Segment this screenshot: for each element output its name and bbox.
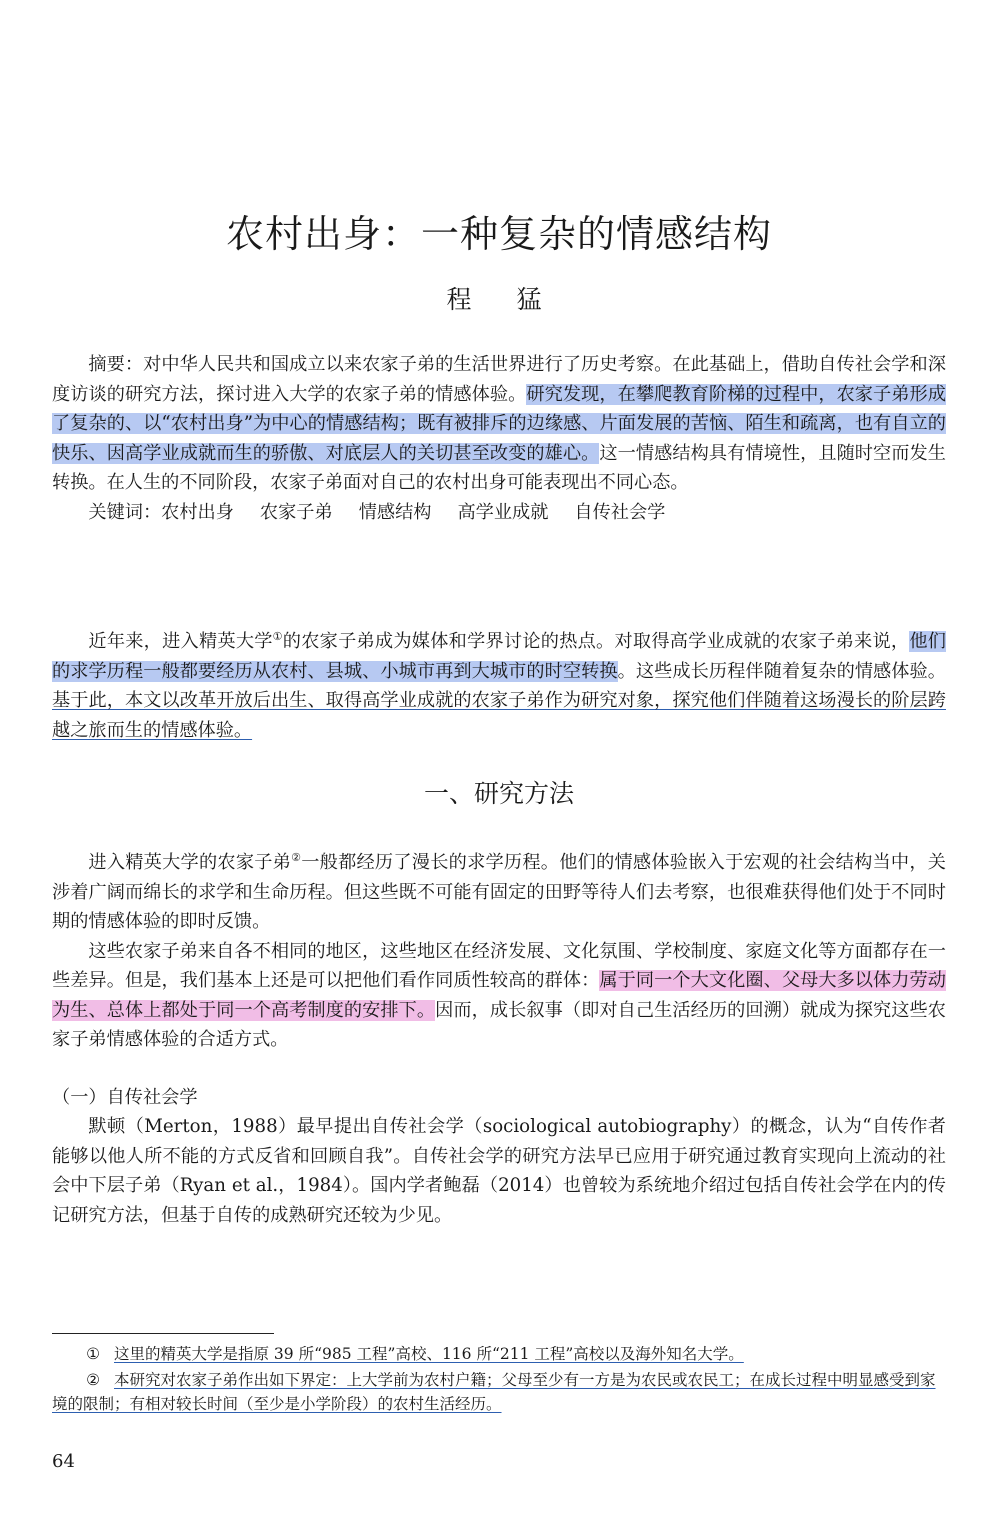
intro-underline: 基于此，本文以改革开放后出生、取得高学业成就的农家子弟作为研究对象，探究他们伴随着这场漫长的阶层跨越之旅而生的情感体验。 xyxy=(52,690,946,741)
intro-text-1: 近年来，进入精英大学 xyxy=(88,631,273,653)
intro-block xyxy=(52,622,946,745)
footnote-divider xyxy=(52,1333,274,1334)
method-p2-text-1: 这些农家子弟来自各不相同的地区，这些地区在经济发展、文化氛围、学校制度、家庭文化等方面都存在一些差异。但是，我们基本上还是可以把他们看作同质性较高的群体： xyxy=(52,940,946,992)
method-p1-text-1: 进入精英大学的农家子弟 xyxy=(88,852,292,874)
footnote-text: 本研究对农家子弟作出如下界定：上大学前为农村户籍；父母至少有一方是为农民或农民工；在成长过程中明显感受到家境的限制；有相对较长时间（至少是小学阶段）的农村生活经历。 xyxy=(52,1371,936,1413)
footnote-mark: ① xyxy=(86,1345,100,1363)
footnote-text: 这里的精英大学是指原 39 所“985 工程”高校、116 所“211 工程”高校以及海外知名大学。 xyxy=(114,1345,744,1363)
abstract-text-1: 对中华人民共和国成立以来农家子弟的生活世界进行了历史考察。在此基础上，借助自传社会学和深度访谈的研究方法，探讨进入大学的农家子弟的情感体验。 xyxy=(52,354,946,405)
intro-highlight: 他们的求学历程一般都要经历从农村、县城、小城市再到大城市的时空转换 xyxy=(52,631,946,682)
keyword: 情感结构 xyxy=(358,501,432,523)
keyword: 农家子弟 xyxy=(259,501,333,523)
abstract-text-2: 这一情感结构具有情境性，且随时空而发生转换。在人生的不同阶段，农家子弟面对自己的农村出身可能表现出不同心态。 xyxy=(52,442,946,493)
footnotes xyxy=(52,1340,946,1418)
abstract-block xyxy=(52,350,946,527)
keyword: 自传社会学 xyxy=(574,501,666,523)
footnote-2 xyxy=(52,1368,946,1416)
footnote-1 xyxy=(52,1342,946,1366)
intro-text-2: 的农家子弟成为媒体和学界讨论的热点。对取得高学业成就的农家子弟来说， xyxy=(282,631,910,653)
article-title: 农村出身：一种复杂的情感结构 xyxy=(225,212,772,257)
method-paragraph-2 xyxy=(52,937,946,1055)
keywords-line xyxy=(52,498,946,528)
abstract-paragraph xyxy=(52,350,946,498)
keyword: 农村出身 xyxy=(161,501,234,523)
abstract-label: 摘要： xyxy=(88,354,144,375)
footnote-ref-2[interactable]: ② xyxy=(291,851,302,864)
author-name: 程 猛 xyxy=(446,285,552,314)
method-p2-text-2: 因而，成长叙事（即对自己生活经历的回溯）就成为探究这些农家子弟情感体验的合适方式。 xyxy=(52,999,946,1051)
page-number: 64 xyxy=(52,1451,75,1472)
intro-paragraph xyxy=(52,622,946,745)
method-p1-text-2: 一般都经历了漫长的求学历程。他们的情感体验嵌入于宏观的社会结构当中，关涉着广阔而绵长的求学和生命历程。但这些既不可能有固定的田野等待人们去考察，也很难获得他们处于不同时期的情感体验的即时反馈。 xyxy=(52,852,946,933)
abstract-highlight: 研究发现，在攀爬教育阶梯的过程中，农家子弟形成了复杂的、以“农村出身”为中心的情感结构；既有被排斥的边缘感、片面发展的苦恼、陌生和疏离，也有自立的快乐、因高学业成就而生的骄傲、对底层人的关切甚至改变的雄心。 xyxy=(52,383,946,464)
method-p2-highlight: 属于同一个大文化圈、父母大多以体力劳动为生、总体上都处于同一个高考制度的安排下。 xyxy=(52,970,946,1021)
method-paragraph-1 xyxy=(52,843,946,937)
section-heading: 一、研究方法 xyxy=(423,779,574,808)
section-1-body xyxy=(52,843,946,1230)
keywords-label: 关键词： xyxy=(88,501,162,523)
method-paragraph-3: 默顿（Merton，1988）最早提出自传社会学（sociological autobiography）的概念，认为“自传作者能够以他人所不能的方式反省和回顾自我”。自传社会学的研究方法早已应用于研究通过教育实现向上流动的社会中下层子弟（Ryan et al.，1984）。国内学者鲍磊（2014）也曾较为系统地介绍过包括自传社会学在内的传记研究方法，但基于自传的成熟研究还较为少见。 xyxy=(52,1116,946,1226)
intro-text-3: 。这些成长历程伴随着复杂的情感体验。 xyxy=(617,660,946,682)
footnote-mark: ② xyxy=(86,1371,100,1389)
keyword: 高学业成就 xyxy=(457,501,549,523)
subsection-heading: （一）自传社会学 xyxy=(52,1086,198,1108)
footnote-ref-1[interactable]: ① xyxy=(272,630,283,643)
